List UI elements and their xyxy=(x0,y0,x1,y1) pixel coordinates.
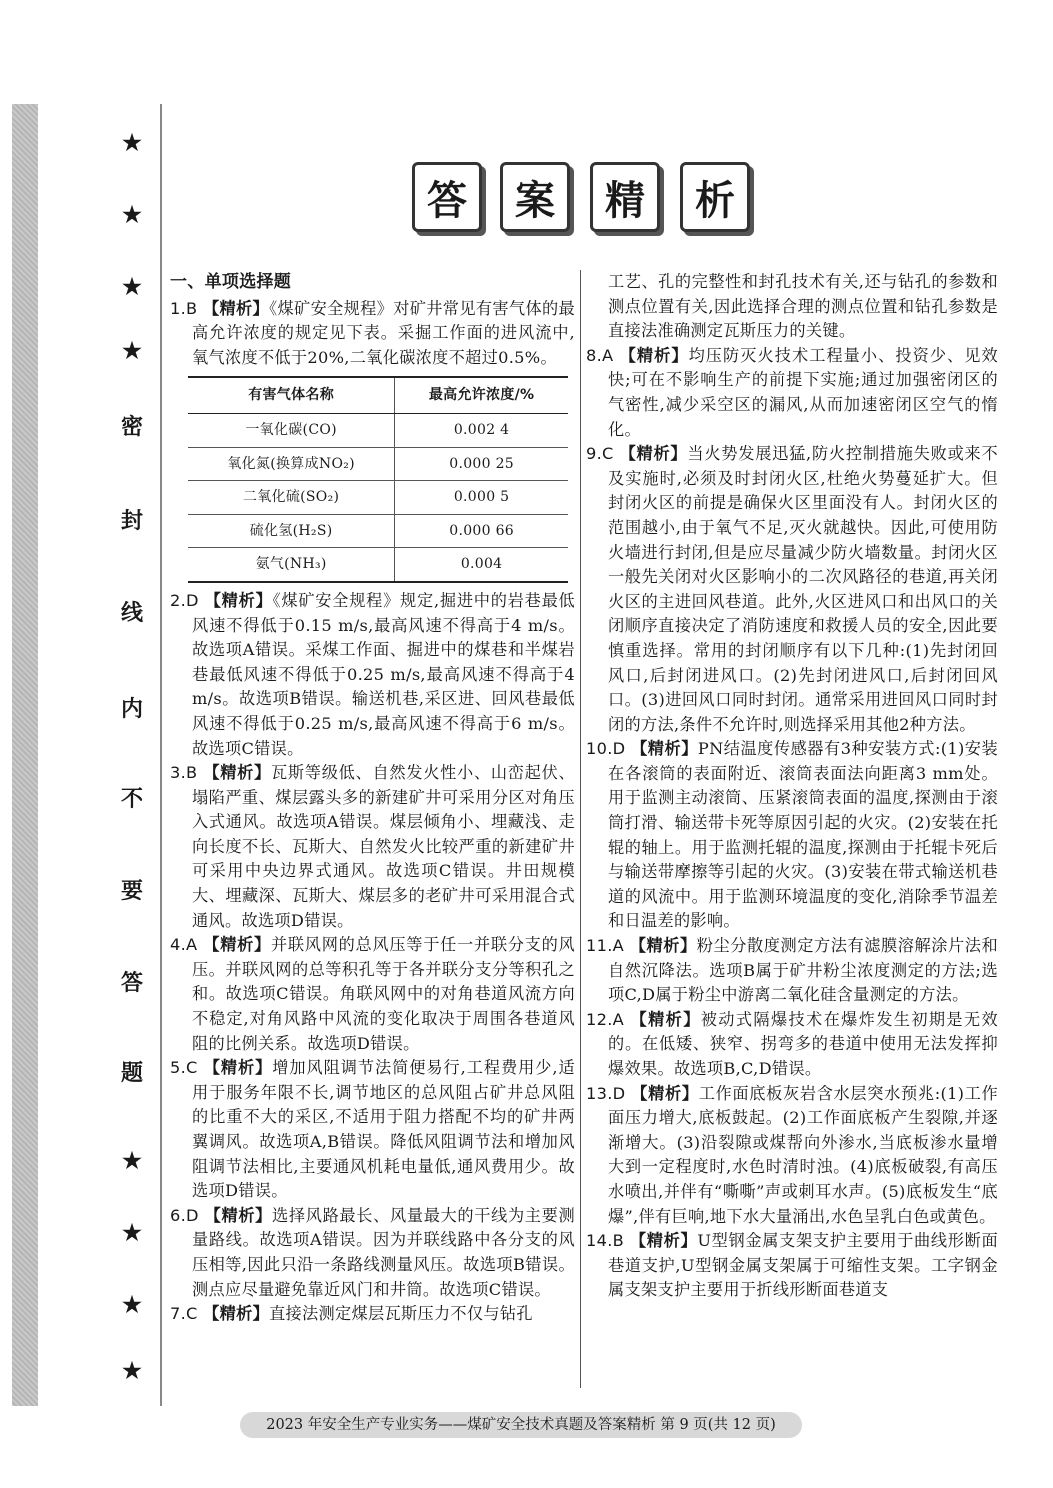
seal-line-strip xyxy=(112,104,162,1406)
answer-number: 14.B xyxy=(586,1231,625,1251)
answer-number: 1.B xyxy=(170,298,198,318)
answer-continuation: 工艺、孔的完整性和封孔技术有关,还与钻孔的参数和测点位置有关,因此选择合理的测点位置和钻孔参数是直接法准确测定瓦斯压力的关键。 xyxy=(608,272,998,341)
seal-char: 要 xyxy=(120,878,143,904)
gas-value: 0.000 66 xyxy=(395,514,568,548)
gas-name: 硫化氢(H₂S) xyxy=(188,514,395,548)
title-char-box: 析 xyxy=(680,162,750,232)
answer-text: PN结温度传感器有3种安装方式:(1)安装在各滚筒的表面附近、滚筒表面法向距离3 mm处。用于监测主动滚筒、压紧滚筒表面的温度,探测由于滚筒打滑、输送带卡死等原因引起的火灾。(2)安装在托辊的轴上。用于监测托辊的温度,探测由于托辊卡死后与输送带摩擦等引起的火灾。(3)安装在带式输送机巷道的风流中。用于监测环境温度的变化,消除季节温差和日温差的影响。 xyxy=(608,739,998,931)
answer-number: 6.D xyxy=(170,1205,199,1225)
gas-value: 0.002 4 xyxy=(395,413,568,447)
answer-item xyxy=(170,1204,575,1302)
table-row xyxy=(188,481,568,515)
answer-text: 当火势发展迅猛,防火控制措施失败或来不及实施时,必须及时封闭火区,杜绝火势蔓延扩大。但封闭火区的前提是确保火区里面没有人。封闭火区的范围越小,由于氧气不足,灭火就越快。因此,可使用防火墙进行封闭,但是应尽量减少防火墙数量。封闭火区一般先关闭对火区影响小的二次风路径的巷道,再关闭火区的主进回风巷道。此外,火区进风口和出风口的关闭顺序直接决定了消防速度和救援人员的安全,因此要慎重选择。常用的封闭顺序有以下几种:(1)先封闭回风口,后封闭进风口。(2)先封闭进风口,后封闭回风口。(3)进回风口同时封闭。通常采用进回风口同时封闭的方法,条件不允许时,则选择采用其他2种方法。 xyxy=(608,444,998,734)
answer-text: 《煤矿安全规程》规定,掘进中的岩巷最低风速不得低于0.15 m/s,最高风速不得高于4 m/s。故选项A错误。采煤工作面、掘进中的煤巷和半煤岩巷最低风速不得低于0.25 m/s,最高风速不得高于4 m/s。故选项B错误。输送机巷,采区进、回风巷最低风速不得低于0.25 m/s,最高风速不得高于6 m/s。故选项C错误。 xyxy=(192,590,576,758)
seal-star: ★ xyxy=(122,338,142,364)
answer-number: 2.D xyxy=(170,590,199,610)
answer-item xyxy=(170,1302,575,1327)
analysis-tag: 【精析】 xyxy=(203,1058,273,1078)
answer-item xyxy=(586,934,998,1008)
gas-name: 氧化氮(换算成NO₂) xyxy=(188,447,395,481)
analysis-tag: 【精析】 xyxy=(202,298,270,318)
analysis-tag: 【精析】 xyxy=(629,1231,698,1251)
title-char-box: 精 xyxy=(590,162,660,232)
analysis-tag: 【精析】 xyxy=(203,935,271,955)
table-row xyxy=(188,548,568,582)
gas-name: 一氧化碳(CO) xyxy=(188,413,395,447)
title-char-box: 案 xyxy=(500,162,570,232)
seal-star: ★ xyxy=(122,274,142,300)
answer-text: U型钢金属支架支护主要用于曲线形断面巷道支护,U型钢金属支架属于可缩性支架。工字钢金属支架支护主要用于折线形断面巷道支 xyxy=(608,1231,998,1300)
table-header-row xyxy=(188,377,568,413)
answer-item xyxy=(170,297,575,371)
table-row xyxy=(188,413,568,447)
answer-number: 5.C xyxy=(170,1058,198,1078)
answer-text: 粉尘分散度测定方法有滤膜溶解涂片法和自然沉降法。选项B属于矿井粉尘浓度测定的方法;选项C,D属于粉尘中游离二氧化硅含量测定的方法。 xyxy=(608,936,999,1005)
seal-char: 答 xyxy=(120,970,143,996)
answer-item xyxy=(170,1056,575,1204)
gas-value: 0.004 xyxy=(395,548,568,582)
answer-item xyxy=(586,737,998,934)
gas-concentration-table xyxy=(188,376,568,583)
answer-item xyxy=(586,1082,998,1230)
seal-star: ★ xyxy=(122,1220,142,1246)
gas-value: 0.000 25 xyxy=(395,447,568,481)
answer-item xyxy=(170,761,575,933)
analysis-tag: 【精析】 xyxy=(203,763,271,783)
page-footer: 2023 年安全生产专业实务——煤矿安全技术真题及答案精析 第 9 页(共 12 页) xyxy=(240,1412,802,1438)
seal-char: 线 xyxy=(120,600,143,626)
analysis-tag: 【精析】 xyxy=(619,345,689,365)
seal-star: ★ xyxy=(122,130,142,156)
column-divider xyxy=(580,270,581,1388)
seal-char: 密 xyxy=(120,414,143,440)
analysis-tag: 【精析】 xyxy=(204,1205,273,1225)
answer-item xyxy=(586,344,998,442)
table-row xyxy=(188,447,568,481)
binding-margin-texture xyxy=(12,104,38,1406)
analysis-tag: 【精析】 xyxy=(204,590,273,610)
analysis-tag: 【精析】 xyxy=(619,444,688,464)
analysis-tag: 【精析】 xyxy=(629,936,697,956)
answer-text: 均压防灭火技术工程量小、投资少、见效快;可在不影响生产的前提下实施;通过加强密闭区的气密性,减少采空区的漏风,从而加速密闭区空气的惰化。 xyxy=(608,345,999,439)
answer-number: 8.A xyxy=(586,345,614,365)
answer-number: 7.C xyxy=(170,1304,198,1324)
answer-number: 13.D xyxy=(586,1083,626,1103)
gas-name: 氨气(NH₃) xyxy=(188,548,395,582)
seal-char: 内 xyxy=(120,696,143,722)
answer-text: 《煤矿安全规程》对矿井常见有害气体的最高允许浓度的规定见下表。采掘工作面的进风流中,氧气浓度不低于20%,二氧化碳浓度不超过0.5%。 xyxy=(192,298,575,367)
seal-star: ★ xyxy=(122,1292,142,1318)
answer-text: 工作面底板灰岩含水层突水预兆:(1)工作面压力增大,底板鼓起。(2)工作面底板产生裂隙,并逐渐增大。(3)沿裂隙或煤帮向外渗水,当底板渗水量增大到一定程度时,水色时清时浊。(4)底板破裂,有高压水喷出,并伴有“嘶嘶”声或刺耳水声。(5)底板发生“底爆”,伴有巨响,地下水大量涌出,水色呈乳白色或黄色。 xyxy=(608,1083,998,1226)
answer-text: 并联风网的总风压等于任一并联分支的风压。并联风网的总等积孔等于各并联分支分等积孔之和。故选项C错误。角联风网中的对角巷道风流方向不稳定,对角风路中风流的变化取决于周围各巷道风阻的比例关系。故选项D错误。 xyxy=(192,935,575,1053)
answer-number: 10.D xyxy=(586,739,626,759)
analysis-tag: 【精析】 xyxy=(631,1083,699,1103)
answer-text: 瓦斯等级低、自然发火性小、山峦起伏、塌陷严重、煤层露头多的新建矿井可采用分区对角压入式通风。故选项A错误。煤层倾角小、埋藏浅、走向长度不长、瓦斯大、自然发火比较严重的新建矿井可采用中央边界式通风。故选项C错误。井田规模大、埋藏深、瓦斯大、煤层多的老矿井可采用混合式通风。故选项D错误。 xyxy=(192,763,575,930)
answer-number: 3.B xyxy=(170,763,198,783)
answer-number: 9.C xyxy=(586,444,614,464)
answer-item xyxy=(586,1008,998,1082)
answer-text: 增加风阻调节法简便易行,工程费用少,适用于服务年限不长,调节地区的总风阻占矿井总风阻的比重不大的采区,不适用于阻力搭配不均的矿井两翼调风。故选项A,B错误。降低风阻调节法和增加风阻调节法相比,主要通风机耗电量低,通风费用少。故选项D错误。 xyxy=(192,1058,575,1201)
seal-char: 题 xyxy=(120,1060,143,1086)
table-header: 最高允许浓度/% xyxy=(395,377,568,413)
answer-item xyxy=(586,442,998,737)
left-column xyxy=(170,270,575,1327)
analysis-tag: 【精析】 xyxy=(631,739,698,759)
seal-star: ★ xyxy=(122,1148,142,1174)
analysis-tag: 【精析】 xyxy=(203,1304,270,1324)
title-char-box: 答 xyxy=(412,162,482,232)
analysis-tag: 【精析】 xyxy=(630,1009,701,1029)
gas-name: 二氧化硫(SO₂) xyxy=(188,481,395,515)
answer-item xyxy=(170,589,575,761)
table-row xyxy=(188,514,568,548)
seal-star: ★ xyxy=(122,202,142,228)
answer-number: 11.A xyxy=(586,936,625,956)
answer-number: 4.A xyxy=(170,935,198,955)
answer-text: 被动式隔爆技术在爆炸发生初期是无效的。在低矮、狭窄、拐弯多的巷道中使用无法发挥抑爆效果。故选项B,C,D错误。 xyxy=(608,1009,999,1078)
answer-item xyxy=(170,933,575,1056)
gas-value: 0.000 5 xyxy=(395,481,568,515)
answer-text: 直接法测定煤层瓦斯压力不仅与钻孔 xyxy=(269,1304,533,1324)
seal-char: 封 xyxy=(120,508,143,534)
section-heading: 一、单项选择题 xyxy=(170,272,292,292)
seal-char: 不 xyxy=(120,786,143,812)
seal-star: ★ xyxy=(122,1358,142,1384)
answer-number: 12.A xyxy=(586,1009,625,1029)
answer-text: 选择风路最长、风量最大的干线为主要测量路线。故选项A错误。因为并联线路中各分支的风压相等,因此只沿一条路线测量风压。故选项B错误。测点应尽量避免靠近风门和井筒。故选项C错误。 xyxy=(192,1205,575,1299)
table-header: 有害气体名称 xyxy=(188,377,395,413)
right-column xyxy=(586,270,998,1303)
answer-item xyxy=(586,1229,998,1303)
